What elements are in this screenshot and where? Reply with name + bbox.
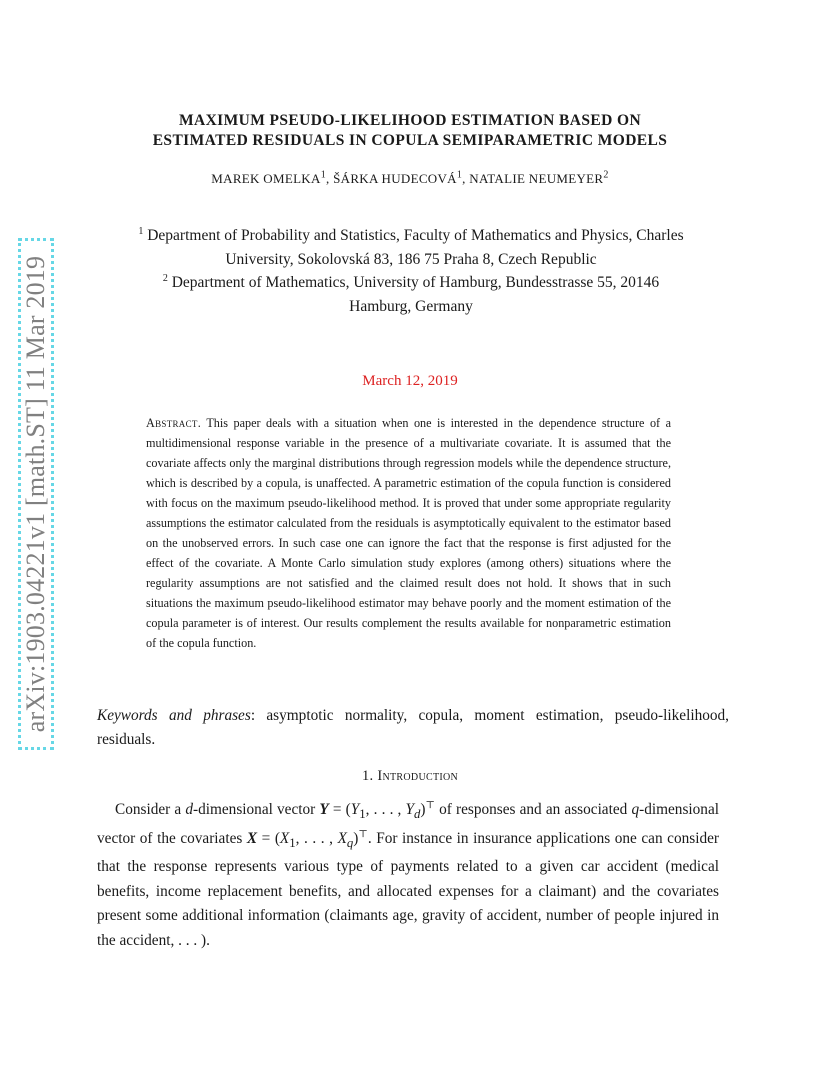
- keywords-label: Keywords and phrases: [97, 707, 251, 724]
- keywords-text: : asymptotic normality, copula, moment estimation, pseudo-likelihood, residuals.: [97, 707, 729, 748]
- author-2-sup: 1: [456, 169, 463, 181]
- abstract-text: This paper deals with a situation when one is interested in the dependence structure of a multidimensional response variable in the presence of a multivariate covariate. It is assumed that the covariate affects only the marginal distributions through regression models while the dependence structure, which is described by a copula, is unaffected. A parametric estimation of the copula function is considered with focus on the maximum pseudo-likelihood method. It is proved that under some appropriate regularity assumptions the estimator calculated from the residuals is asymptotically equivalent to the estimator based on the unobserved errors. In such case one can ignore the fact that the response is first adjusted for the effect of the covariate. A Monte Carlo simulation study explores (among others) situations where the regularity assumptions are not satisfied and the claimed result does not hold. It shows that in such situations the maximum pseudo-likelihood estimator may behave poorly and the moment estimation of the copula parameter is of interest. Our results complement the results available for nonparametric estimation of the copula function.: [146, 416, 671, 650]
- title-line-2: ESTIMATED RESIDUALS IN COPULA SEMIPARAMETRIC MODELS: [152, 132, 668, 149]
- affiliation-1: [96, 224, 726, 248]
- abstract: [146, 413, 671, 653]
- affiliation-2-line-1: Department of Mathematics, University of Hamburg, Bundesstrasse 55, 20146: [171, 274, 660, 291]
- section-title: Introduction: [377, 768, 459, 784]
- affiliation-1-line-2: University, Sokolovská 83, 186 75 Praha 8, Czech Republic: [225, 250, 597, 268]
- affiliation-1-line-1: Department of Probability and Statistics, Faculty of Mathematics and Physics, Charles: [147, 227, 684, 244]
- affiliation-2-line-2: Hamburg, Germany: [349, 297, 473, 315]
- affiliation-2: [96, 271, 726, 295]
- author-list: MAREK OMELKA$^1$, ŠÁRKA HUDECOVÁ$^1$, NATALIE NEUMEYER$^2$: [211, 169, 609, 186]
- author-3-sup: 2: [603, 169, 609, 181]
- author-1-sup: 1: [320, 169, 326, 181]
- arxiv-stamp: [18, 238, 54, 750]
- affiliation-1-sup: 1: [138, 225, 144, 237]
- arxiv-identifier: arXiv:1903.04221v1 [math.ST] 11 Mar 2019: [21, 255, 50, 733]
- paper-date: March 12, 2019: [362, 373, 458, 389]
- section-heading: [90, 768, 730, 785]
- affiliations: [96, 224, 726, 318]
- author-3: NATALIE NEUMEYER: [469, 171, 604, 186]
- intro-paragraph: [97, 798, 719, 953]
- section-number: 1.: [361, 768, 374, 784]
- intro-text: Consider a d-dimensional vector $Y = (Y_1$, . . . , $Y_d)^⊤$ of responses and an associated q-dimensional vector of the covariates $X = (X_1$, . . . , $X_q)^⊤$. For instance in insurance applications one can consider that the response represents various type of payments related to a given car accident (medical benefits, income replacement benefits, and allocated expenses for a claimant) and the covariates present some additional information (claimants age, gravity of accident, number of people injured in the accident, . . . ).: [97, 799, 719, 949]
- keywords: [97, 704, 729, 752]
- abstract-heading: Abstract.: [146, 416, 202, 430]
- paper-title: [90, 111, 730, 151]
- title-line-1: MAXIMUM PSEUDO-LIKELIHOOD ESTIMATION BASED ON: [178, 112, 642, 129]
- affiliation-2-sup: 2: [162, 272, 168, 284]
- author-1: MAREK OMELKA: [211, 171, 321, 186]
- author-2: ŠÁRKA HUDECOVÁ: [333, 171, 457, 186]
